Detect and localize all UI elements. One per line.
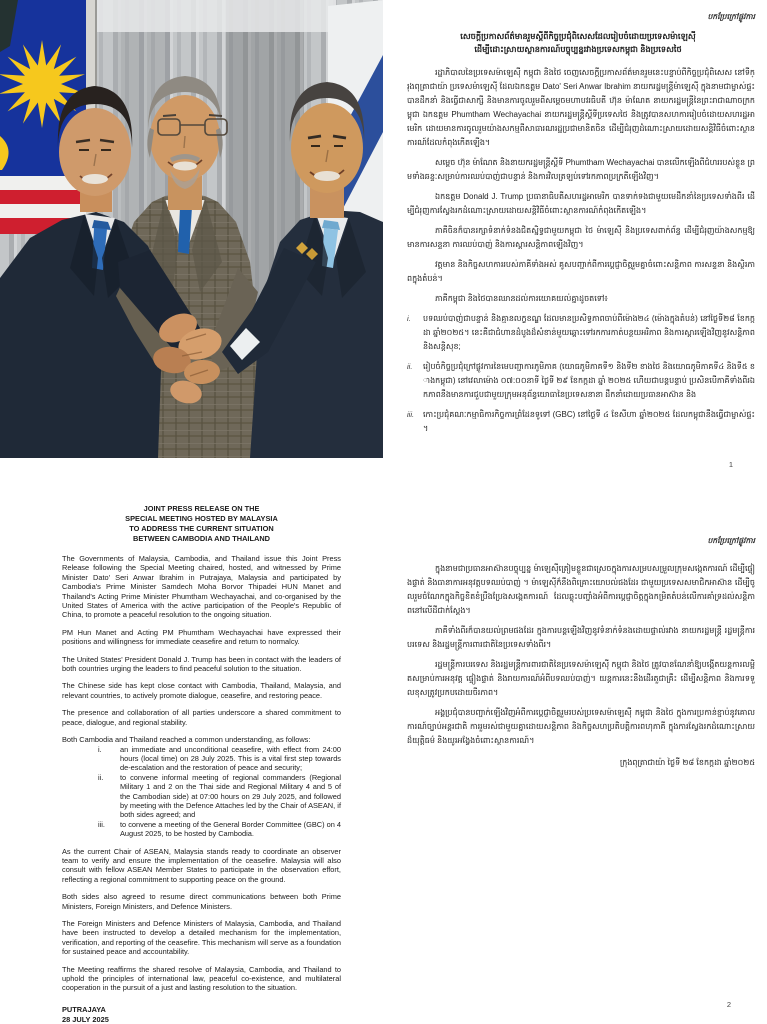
paragraph: ភាគីចិនក៏បានរក្សាទំនាក់ទំនងជិតស្និទ្ធជាមួយកម្ពុជា ថៃ ម៉ាឡេស៊ី និងប្រទេសពាក់ព័ន្ធ ដើម្បីជំរុញយ៉ាងសកម្មឱ្យមានការសន្ទនា ការឈប់បាញ់ និងការស្តារសន្តិភាពឡើងវិញ។ [407,226,755,249]
list-item [407,312,755,354]
paragraph: The Foreign Ministers and Defence Ministers of Malaysia, Cambodia, and Thailand have been instructed to develop a detailed mechanism for the implementation, verification, and reporting of the ceasefire. This mechanism will serve as a foundation for sustained peace and accountability. [62,919,341,957]
paragraph: ភាគីទាំងពីរក៏បានយល់ព្រមផងដែរ ក្នុងការបន្តឡើងវិញនូវទំនាក់ទំនងដោយផ្ទាល់រវាង នាយករដ្ឋមន្ត្រី រដ្ឋមន្ត្រីការបរទេស និងរដ្ឋមន្ត្រីការពារជាតិនៃប្រទេសទាំងពីរ។ [407,626,755,649]
list-text: រៀបចំកិច្ចប្រជុំក្រៅផ្លូវការនៃមេបញ្ជាការភូមិភាគ (យោធភូមិភាគទី១ និងទី២ ខាងថៃ និងយោធភូមិភាគទី៤ និងទី៥ ខាងកម្ពុជា) នៅវេលាម៉ោង ០៧:០០នាទី ថ្ងៃទី ២៩ ខែកក្កដា ឆ្នាំ ២០២៥ ហើយជាបន្តបន្ទាប់ ប្រសិនបើភាគីទាំងពីរឯកភាពនឹងមានការជួបជាមួយក្រុមអនុព័ន្ធយោធានៃប្រទេសនានា ដឹកនាំដោយប្រធានអាស៊ាន និង [423,362,755,399]
english-page [0,496,383,1024]
leaders-photo-graphic [0,0,383,458]
paragraph: វត្តមាន និងកិច្ចសហការរបស់ភាគីទាំងអស់ គូសបញ្ជាក់ពីការប្តេជ្ញាចិត្តរួមគ្នាចំពោះសន្តិភាព ការសន្ទនា និងស្ថិរភាពក្នុងតំបន់។ [407,260,755,283]
paragraph: As the current Chair of ASEAN, Malaysia stands ready to coordinate an observer team to verify and ensure the implementation of the ceasefire. Malaysia will also consult with fellow ASEAN Member States to participate in the observation effort, reflecting a regional commitment to supporting peace on the ground. [62,846,341,884]
paragraph: រដ្ឋាភិបាលនៃប្រទេសម៉ាឡេស៊ី កម្ពុជា និងថៃ ចេញសេចក្តីប្រកាសព័ត៌មានរួមនេះបន្ទាប់ពីកិច្ចប្រជុំពិសេស នៅទីក្រុងពុត្រាជាយ៉ា ប្រទេសម៉ាឡេស៊ី ដែលឯកឧត្តម Dato' Seri Anwar Ibrahim នាយករដ្ឋមន្ត្រីម៉ាឡេស៊ី ក្នុងនាមជាម្ចាស់ផ្ទះ បានដឹកនាំ និងធ្វើជាសាក្សី និងមានការចូលរួមពីសម្តេចមហាបវរធិបតី ហ៊ុន ម៉ាណែត នាយករដ្ឋមន្ត្រីនៃព្រះរាជាណាចក្រកម្ពុជា ឯកឧត្តម Phumtham Wechayachai នាយករដ្ឋមន្ត្រីស្តីទីប្រទេសថៃ និងត្រូវបានសហការរៀបចំដោយសហរដ្ឋអាមេរិក ដោយមានការចូលរួមយ៉ាងសកម្មពីសាធារណរដ្ឋប្រជាមានិតចិន ដើម្បីជំរុញដំណោះស្រាយដោយសន្តិវិធីចំពោះស្ថានការណ៍ដែលកំពុងកើតឡើង។ [407,68,755,147]
paragraph: ឯកឧត្តម Donald J. Trump ប្រធានាធិបតីសហរដ្ឋអាមេរិក បានទាក់ទងជាមួយមេដឹកនាំនៃប្រទេសទាំងពីរ ដើម្បីជំរុញការស្វែងរកដំណោះស្រាយដោយសន្តិវិធីចំពោះស្ថានការណ៍កំពុងកើតឡើង។ [407,192,755,215]
leaders-handshake-photo [0,0,383,458]
list-text: បទឈប់បាញ់ជាបន្ទាន់ និងគ្មានលក្ខខណ្ឌ ដែលមានប្រសិទ្ធភាពចាប់ពីម៉ោង២៤ (ម៉ោងក្នុងតំបន់) នៅថ្ងៃទី២៨ ខែកក្កដា ឆ្នាំ២០២៥។ នេះគឺជាជំហានដំបូងដ៏សំខាន់មួយឆ្ពោះទៅរកការកាត់បន្ថយអរិភាព និងការស្តារឡើងវិញនូវសន្តិភាព និងសន្តិសុខ; [423,314,755,351]
list-ordinal: iii. [407,410,415,419]
paragraph: The United States' President Donald J. Trump has been in contact with the leaders of both countries urging the leaders to find peaceful solution to the situation. [62,654,341,674]
list-item [62,820,341,839]
unofficial-translation-note: បកប្រែក្រៅផ្លូវការ [707,12,755,21]
english-title-line3: TO ADDRESS THE CURRENT SITUATION [129,524,274,533]
list-ordinal: ii. [98,772,104,782]
list-item [407,408,755,436]
list-ordinal: i. [98,744,102,754]
english-title [62,504,341,544]
list-ordinal: ii. [407,362,413,371]
paragraph: PM Hun Manet and Acting PM Phumtham Wechayachai have expressed their positions and willingness for immediate ceasefire and return to normalcy. [62,627,341,647]
khmer-title-line1: សេចក្តីប្រកាសព័ត៌មានរួមស្តីពីកិច្ចប្រជុំពិសេសដែលរៀបចំដោយប្រទេសម៉ាឡេស៊ី [460,32,696,41]
english-list [62,745,341,839]
paragraph: Both sides also agreed to resume direct communications between both Prime Ministers, Foreign Ministers, and Defence Ministers. [62,892,341,911]
list-text: to convene a meeting of the General Border Committee (GBC) on 4 August 2025, to be hosted by Cambodia. [120,819,342,839]
paragraph: The presence and collaboration of all parties underscore a shared commitment to peace, dialogue, and regional stability. [62,708,341,727]
khmer-title-line2: ដើម្បីដោះស្រាយស្ថានការណ៍បច្ចុប្បន្នរវាងប្រទេសកម្ពុជា និងប្រទេសថៃ [474,45,682,54]
english-title-line2: SPECIAL MEETING HOSTED BY MALAYSIA [125,514,278,523]
paragraph: Both Cambodia and Thailand reached a common understanding, as follows: [62,735,311,745]
khmer-signature-line: ក្រុងពុត្រាជាយ៉ា ថ្ងៃទី ២៨ ខែកក្កដា ឆ្នាំ២០២៥ [619,758,755,767]
paragraph: អង្គប្រជុំបានបញ្ជាក់ឡើងវិញអំពីការប្តេជ្ញាចិត្តរួមរបស់ប្រទេសម៉ាឡេស៊ី កម្ពុជា និងថៃ ក្នុងការប្រកាន់ខ្ជាប់នូវគោលការណ៍ច្បាប់អន្តរជាតិ ការរួមរស់ជាមួយគ្នាដោយសន្តិភាព និងកិច្ចសហប្រតិបត្តិការពហុភាគី ក្នុងការស្វែងរកដំណោះស្រាយដ៏យុត្តិធម៌ និងយូរអង្វែងចំពោះស្ថានការណ៍។ [407,708,755,745]
page-number-1: 1 [728,460,733,469]
paragraph: ភាគីកម្ពុជា និងថៃបានឈានដល់ការយោគយល់គ្នាដូចតទៅ៖ [435,294,608,303]
list-ordinal: iii. [98,819,105,829]
list-item [62,745,341,773]
paragraph: រដ្ឋមន្ត្រីការបរទេស និងរដ្ឋមន្ត្រីការពារជាតិនៃប្រទេសម៉ាឡេស៊ី កម្ពុជា និងថៃ ត្រូវបានណែនាំឱ្យបង្កើតយន្តការលម្អិតសម្រាប់ការអនុវត្ត ផ្ទៀងផ្ទាត់ និងរាយការណ៍អំពីបទឈប់បាញ់។ យន្តការនេះនឹងដើរតួជាគ្រឹះ ដើម្បីសន្តិភាព និងការទទួលខុសត្រូវប្រកបដោយចីរភាព។ [407,660,755,697]
khmer-page-1 [383,0,767,524]
khmer-title [407,30,749,56]
paragraph: The Chinese side has kept close contact with Cambodia, Thailand, Malaysia, and relevant countries, to actively promote dialogue, ceasefire, and restoring peace. [62,681,341,700]
list-text: an immediate and unconditional ceasefire, with effect from 24:00 hours (local time) on 28 July 2025. This is a vital first step towards de-escalation and the restoration of peace and security; [120,744,341,773]
list-item [407,360,755,402]
english-title-line1: JOINT PRESS RELEASE ON THE [143,504,260,513]
khmer-page-2 [383,524,767,1024]
signature-date: 28 JULY 2025 [62,1014,109,1024]
list-text: កោះប្រជុំគណៈកម្មាធិការកិច្ចការព្រំដែនទូទៅ (GBC) នៅថ្ងៃទី ៤ ខែសីហា ឆ្នាំ២០២៥ ដែលកម្ពុជានឹងធ្វើជាម្ចាស់ផ្ទះ។ [423,410,755,433]
list-text: to convene informal meeting of regional commanders (Regional Military 1 and 2 on the Thai side and Regional Military 4 and 5 of the Cambodian side) at 07:00 hours on 29 July 2025, and followed by meeting with the Defence Attaches led by the Chair of ASEAN, if both sides agreed; and [120,772,341,820]
english-title-line4: BETWEEN CAMBODIA AND THAILAND [133,534,270,543]
list-item [62,773,341,820]
paragraph: សម្តេច ហ៊ុន ម៉ាណែត និងនាយករដ្ឋមន្ត្រីស្តីទី Phumtham Wechayachai បានលើកឡើងពីជំហររបស់ខ្លួន ព្រមទាំងឆន្ទៈសម្រាប់ការឈប់បាញ់ជាបន្ទាន់ និងការវិលត្រឡប់ទៅរកភាពប្រក្រតីឡើងវិញ។ [407,158,755,181]
paragraph: ក្នុងនាមជាប្រធានអាស៊ានបច្ចុប្បន្ន ម៉ាឡេស៊ីត្រៀមខ្លួនជាស្រេចក្នុងការសម្របសម្រួលក្រុមសង្កេតការណ៍ ដើម្បីផ្ទៀងផ្ទាត់ និងធានាការអនុវត្តបទឈប់បាញ់ ។ ម៉ាឡេស៊ីក៏នឹងពិគ្រោះយោបល់ផងដែរ ជាមួយប្រទេសសមាជិកអាស៊ាន ដើម្បីចូលរួមចំណែកក្នុងកិច្ចខិតខំប្រឹងប្រែងសង្កេតការណ៍ ដែលឆ្លុះបញ្ចាំងអំពីការប្តេជ្ញាចិត្តក្នុងកម្រិតតំបន់លើការគាំទ្រដល់សន្តិភាពនៅលើដីជាក់ស្តែង។ [407,564,755,615]
list-ordinal: i. [407,314,411,323]
paragraph: The Meeting reaffirms the shared resolve of Malaysia, Cambodia, and Thailand to uphold the principles of international law, peaceful co-existence, and multilateral cooperation in the pursuit of a just and lasting resolution to the situation. [62,964,341,993]
page-number-2: 2 [726,1000,731,1009]
signature-place: PUTRAJAYA [62,1004,106,1014]
signature-block [62,1005,341,1024]
paragraph: The Governments of Malaysia, Cambodia, and Thailand issue this Joint Press Release following the Special Meeting chaired, hosted, and witnessed by Prime Minister Dato' Seri Anwar Ibrahim in Putrajaya, Malaysia and participated by Cambodia's Prime Minister Samdech Moha Borvor Thipadei HUN Manet and Thailand's Acting Prime Minister Phumtham Wechayachai, and co-organised by the United States of America with the active participation of the People's Republic of China, to promote a peaceful resolution to the ongoing situation. [62,554,341,620]
unofficial-translation-note: បកប្រែក្រៅផ្លូវការ [707,536,755,545]
